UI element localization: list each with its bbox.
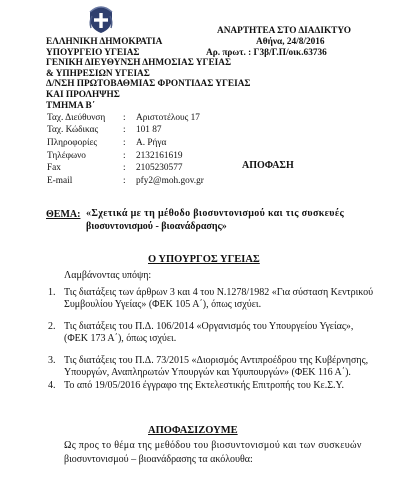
contact-value: 2105230577 xyxy=(136,163,183,173)
posted-notice: ΑΝΑΡΤΗΤΕΑ ΣΤΟ ΔΙΑΔΙΚΤΥΟ xyxy=(217,26,351,36)
item-line: Τις διατάξεις του Π.Δ. 106/2014 «Οργανισμός του Υπουργείου Υγείας», xyxy=(64,321,354,332)
organization-header xyxy=(46,37,251,111)
decision-label: ΑΠΟΦΑΣΗ xyxy=(242,160,294,171)
contact-key: Ταχ. Διεύθυνση xyxy=(47,113,106,123)
item-line: Τις διατάξεις του Π.Δ. 73/2015 «Διορισμός Αντιπροέδρου της Κυβέρνησης, xyxy=(64,355,369,366)
org-line: ΥΠΟΥΡΓΕΙΟ ΥΓΕΙΑΣ xyxy=(46,47,140,58)
org-line: ΚΑΙ ΠΡΟΛΗΨΗΣ xyxy=(46,89,120,100)
item-number: 4. xyxy=(48,380,56,391)
contact-colon: : xyxy=(123,151,126,161)
contact-colon: : xyxy=(123,176,126,186)
minister-heading: Ο ΥΠΟΥΡΓΟΣ ΥΓΕΙΑΣ xyxy=(148,254,260,265)
item-number: 3. xyxy=(48,355,56,366)
greek-emblem-icon xyxy=(87,4,115,34)
item-line: Συμβουλίου Υγείας» (ΦΕΚ 105 Α΄), όπως ισχύει. xyxy=(64,299,262,310)
contact-colon: : xyxy=(123,163,126,173)
decide-heading: ΑΠΟΦΑΣΙΖΟΥΜΕ xyxy=(148,425,238,436)
considering-label: Λαμβάνοντας υπόψη: xyxy=(64,270,152,281)
item-line: (ΦΕΚ 173 Α΄), όπως ισχύει. xyxy=(64,333,177,344)
item-line: Το από 19/05/2016 έγγραφο της Εκτελεστικής Επιτροπής του Κε.Σ.Υ. xyxy=(64,380,345,391)
subject-label: ΘΕΜΑ: xyxy=(46,209,81,220)
contact-email-link[interactable]: pfy2@moh.gov.gr xyxy=(136,176,204,186)
contact-colon: : xyxy=(123,113,126,123)
item-line: Υπουργών, Αναπληρωτών Υπουργών και Υφυπουργών» (ΦΕΚ 116 Α΄). xyxy=(64,367,351,378)
contact-key: Fax xyxy=(47,163,61,173)
item-number: 1. xyxy=(48,287,56,298)
decision-paragraph: Ως προς το θέμα της μεθόδου του βιοσυντονισμού και των συσκευών xyxy=(64,440,362,451)
org-line: Δ/ΝΣΗ ΠΡΩΤΟΒΑΘΜΙΑΣ ΦΡΟΝΤΙΔΑΣ ΥΓΕΙΑΣ xyxy=(46,79,251,90)
contact-key: Ταχ. Κώδικας xyxy=(47,125,99,135)
contact-value: Αριστοτέλους 17 xyxy=(136,113,200,123)
contact-value: Α. Ρήγα xyxy=(136,138,167,148)
subject-text: βιοσυντονισμού - βιοανάδρασης» xyxy=(86,221,227,232)
protocol-number: Αρ. πρωτ. : Γ3β/Γ.Π/οικ.63736 xyxy=(206,48,327,58)
org-line: ΤΜΗΜΑ Β΄ xyxy=(46,100,95,111)
org-line: ΓΕΝΙΚΗ ΔΙΕΥΘΥΝΣΗ ΔΗΜΟΣΙΑΣ ΥΓΕΙΑΣ xyxy=(46,58,232,69)
contact-key: Πληροφορίες xyxy=(47,138,98,148)
item-line: Τις διατάξεις των άρθρων 3 και 4 του Ν.1278/1982 «Για σύσταση Κεντρικού xyxy=(64,287,374,298)
item-number: 2. xyxy=(48,321,56,332)
subject-text: «Σχετικά με τη μέθοδο βιοσυντονισμού και τις συσκευές xyxy=(86,208,345,219)
contact-colon: : xyxy=(123,125,126,135)
org-line: & ΥΠΗΡΕΣΙΩΝ ΥΓΕΙΑΣ xyxy=(46,68,150,79)
document-date: Αθήνα, 24/8/2016 xyxy=(256,37,325,47)
contact-value: 2132161619 xyxy=(136,151,183,161)
decision-paragraph: βιοσυντονισμού – βιοανάδρασης τα ακόλουθα: xyxy=(64,454,253,465)
contact-key: Τηλέφωνο xyxy=(47,151,86,161)
contact-key: E-mail xyxy=(47,176,73,186)
contact-value: 101 87 xyxy=(136,125,162,135)
contact-colon: : xyxy=(123,138,126,148)
org-line: ΕΛΛΗΝΙΚΗ ΔΗΜΟΚΡΑΤΙΑ xyxy=(46,37,163,47)
